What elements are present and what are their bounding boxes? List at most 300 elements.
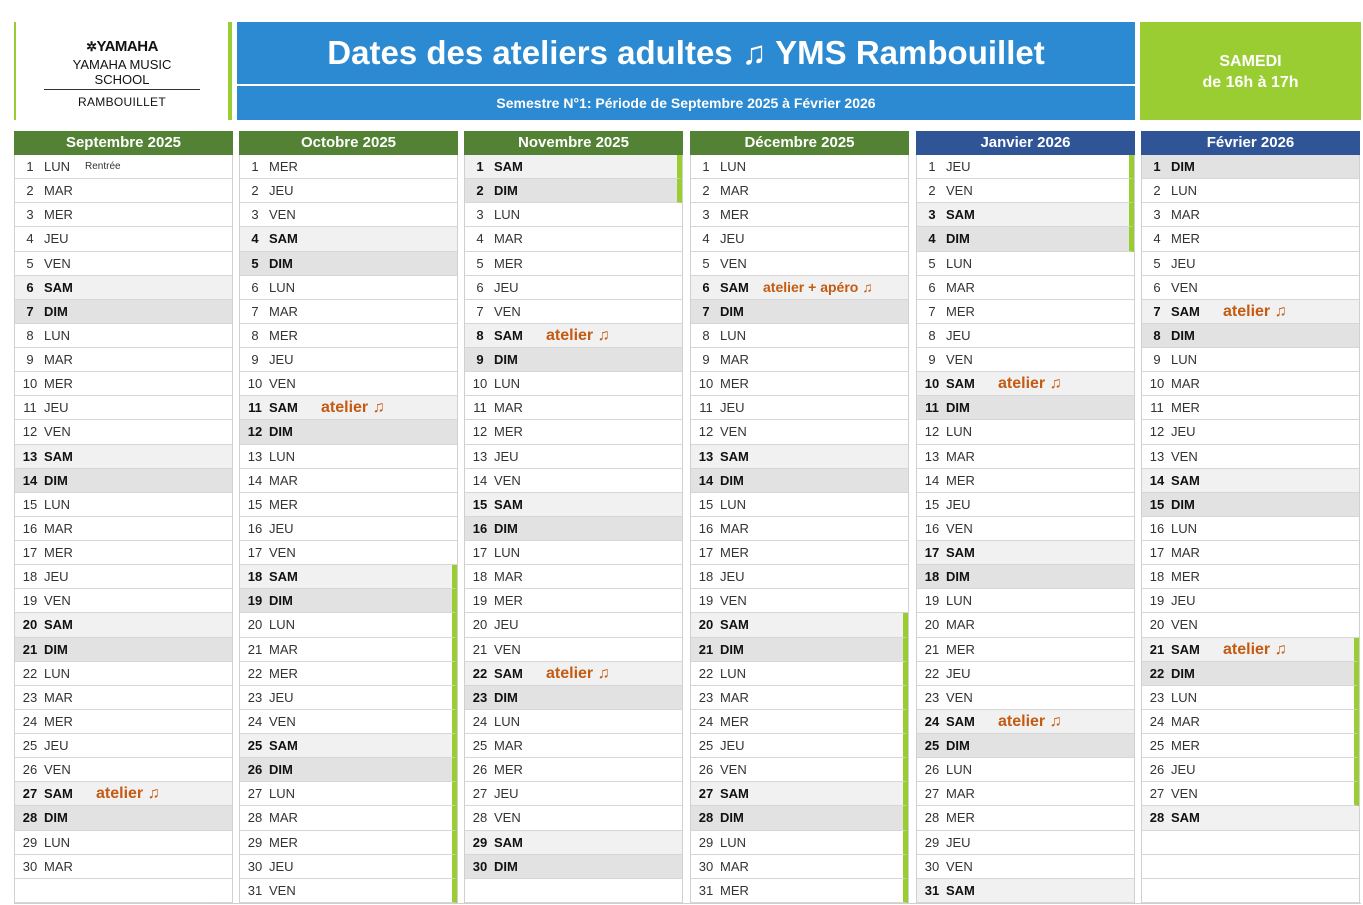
day-number: 19: [698, 593, 714, 609]
day-number: 16: [924, 520, 940, 536]
day-row: [917, 445, 1134, 469]
day-number: 13: [247, 448, 263, 464]
day-row: [15, 855, 232, 879]
weekday-name: VEN: [494, 303, 521, 319]
weekday-name: SAM: [720, 617, 749, 633]
day-number: 3: [928, 207, 936, 223]
day-number: 9: [702, 352, 710, 367]
day-row: [240, 758, 457, 782]
day-row: [465, 276, 682, 300]
weekday-name: MAR: [494, 400, 523, 416]
day-number: 16: [22, 520, 38, 536]
weekday-name: VEN: [44, 424, 71, 440]
schedule-box: [1140, 22, 1361, 120]
day-row: [465, 710, 682, 734]
day-number: 15: [924, 496, 940, 512]
day-number: 9: [251, 352, 259, 367]
month-column: [239, 131, 458, 904]
day-row: [1142, 420, 1359, 444]
day-list: [14, 155, 233, 904]
day-row: [917, 276, 1134, 300]
weekday-name: MER: [1171, 231, 1200, 247]
day-row: [691, 541, 908, 565]
weekday-name: DIM: [720, 810, 744, 826]
weekday-name: JEU: [44, 738, 69, 753]
weekday-name: MER: [269, 159, 298, 174]
day-row: [691, 469, 908, 493]
day-row: [15, 179, 232, 203]
weekday-name: LUN: [946, 593, 973, 609]
day-number: 19: [472, 593, 488, 609]
day-row: [691, 276, 908, 300]
day-number: 2: [702, 183, 710, 199]
day-number: 3: [702, 207, 710, 223]
empty-row: [1142, 855, 1359, 879]
weekday-name: MER: [946, 303, 975, 319]
day-number: 6: [928, 279, 936, 295]
day-row: [1142, 662, 1359, 686]
logo-city: RAMBOUILLET: [78, 95, 166, 109]
weekday-name: VEN: [269, 376, 296, 392]
day-number: 5: [702, 255, 710, 271]
weekday-name: JEU: [269, 352, 294, 367]
weekday-name: VEN: [494, 810, 521, 826]
weekday-name: JEU: [1171, 255, 1196, 271]
weekday-name: DIM: [494, 183, 518, 199]
day-number: 20: [472, 617, 488, 633]
day-list: [1141, 155, 1360, 904]
day-number: 22: [1149, 665, 1165, 681]
day-number: 2: [26, 183, 34, 199]
day-number: 23: [247, 689, 263, 705]
day-row: [917, 252, 1134, 276]
day-row: [15, 227, 232, 251]
day-number: 1: [702, 159, 710, 174]
day-number: 29: [22, 834, 38, 850]
weekday-name: MER: [44, 713, 73, 729]
day-row: [917, 541, 1134, 565]
title-right: YMS Rambouillet: [775, 34, 1045, 71]
day-row: [691, 252, 908, 276]
day-number: 18: [247, 569, 263, 585]
day-row: [15, 348, 232, 372]
day-row: [917, 782, 1134, 806]
day-row: [691, 710, 908, 734]
day-number: 6: [26, 279, 34, 295]
page-title: [237, 22, 1135, 84]
weekday-name: JEU: [44, 400, 69, 416]
rentree-label: Rentrée: [85, 161, 121, 172]
day-row: [15, 589, 232, 613]
weekday-name: DIM: [494, 520, 518, 536]
day-number: 2: [1153, 183, 1161, 199]
weekday-name: MAR: [44, 183, 73, 199]
day-row: [691, 445, 908, 469]
day-row: [691, 855, 908, 879]
weekday-name: DIM: [1171, 496, 1195, 512]
day-row: [917, 372, 1134, 396]
day-number: 7: [928, 303, 936, 319]
weekday-name: DIM: [269, 255, 293, 271]
day-row: [917, 155, 1134, 179]
day-row: [1142, 396, 1359, 420]
day-row: [15, 517, 232, 541]
day-row: [15, 638, 232, 662]
weekday-name: SAM: [1171, 810, 1200, 826]
day-list: [690, 155, 909, 904]
day-number: 15: [247, 496, 263, 512]
day-number: 26: [924, 762, 940, 778]
day-row: [15, 710, 232, 734]
day-row: [691, 806, 908, 830]
day-row: [240, 806, 457, 830]
weekday-name: DIM: [269, 593, 293, 609]
weekday-name: LUN: [269, 448, 296, 464]
weekday-name: VEN: [946, 183, 973, 199]
day-number: 10: [472, 376, 488, 392]
weekday-name: MAR: [494, 231, 523, 247]
weekday-name: MER: [720, 207, 749, 223]
day-row: [917, 179, 1134, 203]
day-row: [691, 324, 908, 348]
day-number: 14: [924, 472, 940, 488]
day-row: [240, 469, 457, 493]
weekday-name: JEU: [1171, 593, 1196, 609]
day-row: [691, 203, 908, 227]
weekday-name: VEN: [946, 352, 973, 367]
weekday-name: DIM: [720, 472, 744, 488]
weekday-name: SAM: [494, 159, 523, 174]
atelier-label: atelier ♫: [546, 326, 610, 344]
day-number: 15: [698, 496, 714, 512]
day-row: [15, 372, 232, 396]
day-number: 19: [247, 593, 263, 609]
day-number: 9: [26, 352, 34, 367]
day-row: [917, 348, 1134, 372]
weekday-name: LUN: [946, 255, 973, 271]
day-row: [15, 541, 232, 565]
weekday-name: MER: [269, 496, 298, 512]
day-row: [465, 155, 682, 179]
day-row: [15, 686, 232, 710]
empty-row: [15, 879, 232, 903]
day-number: 1: [26, 159, 34, 174]
day-row: [691, 638, 908, 662]
day-number: 27: [698, 786, 714, 802]
day-number: 11: [473, 400, 487, 416]
weekday-name: JEU: [720, 569, 745, 585]
weekday-name: JEU: [1171, 762, 1196, 778]
day-number: 31: [247, 882, 263, 898]
weekday-name: MAR: [44, 689, 73, 705]
atelier-label: atelier ♫: [96, 785, 160, 803]
day-number: 23: [22, 689, 38, 705]
day-row: [1142, 589, 1359, 613]
weekday-name: VEN: [269, 713, 296, 729]
day-number: 11: [699, 400, 713, 416]
day-number: 24: [472, 713, 488, 729]
page-subtitle: Semestre N°1: Période de Septembre 2025 à Février 2026: [237, 86, 1135, 120]
weekday-name: MER: [720, 545, 749, 560]
day-number: 14: [22, 472, 38, 488]
day-row: [240, 638, 457, 662]
day-number: 15: [22, 496, 38, 512]
day-row: [15, 276, 232, 300]
day-number: 15: [1149, 496, 1165, 512]
day-row: [240, 300, 457, 324]
weekday-name: JEU: [946, 159, 971, 174]
day-number: 4: [928, 231, 936, 247]
logo-box: [14, 22, 232, 120]
day-number: 7: [1153, 303, 1161, 319]
weekday-name: MAR: [44, 858, 73, 874]
title-left: Dates des ateliers adultes: [327, 34, 733, 71]
day-number: 10: [22, 376, 38, 392]
day-row: [240, 445, 457, 469]
day-row: [1142, 276, 1359, 300]
weekday-name: DIM: [1171, 159, 1195, 174]
day-row: [465, 445, 682, 469]
day-row: [465, 517, 682, 541]
weekday-name: LUN: [720, 665, 747, 681]
day-number: 30: [698, 858, 714, 874]
day-list: [239, 155, 458, 904]
day-row: [1142, 541, 1359, 565]
weekday-name: JEU: [720, 231, 745, 247]
day-number: 4: [702, 231, 710, 247]
day-number: 7: [476, 303, 484, 319]
day-list: [464, 155, 683, 904]
day-number: 27: [1149, 786, 1165, 802]
day-list: [916, 155, 1135, 904]
day-number: 6: [476, 279, 484, 295]
day-number: 10: [924, 376, 940, 392]
day-row: [917, 613, 1134, 637]
weekday-name: JEU: [269, 689, 294, 705]
weekday-name: DIM: [720, 641, 744, 657]
weekday-name: VEN: [946, 858, 973, 874]
day-number: 21: [1149, 641, 1165, 657]
day-number: 8: [702, 327, 710, 343]
weekday-name: SAM: [269, 231, 298, 247]
day-row: [15, 758, 232, 782]
day-row: [917, 565, 1134, 589]
day-number: 18: [472, 569, 488, 585]
weekday-name: SAM: [494, 665, 523, 681]
day-number: 26: [1149, 762, 1165, 778]
day-row: [465, 613, 682, 637]
day-row: [691, 613, 908, 637]
weekday-name: SAM: [946, 207, 975, 223]
day-row: [240, 517, 457, 541]
weekday-name: MER: [494, 255, 523, 271]
day-number: 20: [924, 617, 940, 633]
day-row: [15, 445, 232, 469]
day-row: [1142, 734, 1359, 758]
day-number: 12: [247, 424, 263, 440]
day-number: 25: [22, 738, 38, 753]
day-row: [691, 662, 908, 686]
weekday-name: MAR: [494, 738, 523, 753]
day-row: [465, 396, 682, 420]
day-row: [1142, 348, 1359, 372]
day-number: 3: [1153, 207, 1161, 223]
day-number: 26: [698, 762, 714, 778]
weekday-name: MER: [44, 207, 73, 223]
day-row: [691, 782, 908, 806]
day-row: [465, 469, 682, 493]
day-row: [465, 372, 682, 396]
day-number: 14: [472, 472, 488, 488]
day-row: [465, 252, 682, 276]
weekday-name: LUN: [269, 786, 296, 802]
day-row: [15, 662, 232, 686]
day-row: [465, 203, 682, 227]
weekday-name: VEN: [1171, 279, 1198, 295]
day-number: 31: [924, 882, 940, 898]
weekday-name: MAR: [720, 520, 749, 536]
weekday-name: DIM: [946, 400, 970, 416]
day-number: 24: [924, 713, 940, 729]
day-number: 1: [476, 159, 484, 174]
day-number: 28: [22, 810, 38, 826]
weekday-name: VEN: [1171, 617, 1198, 633]
day-row: [691, 348, 908, 372]
day-number: 14: [1149, 472, 1165, 488]
weekday-name: SAM: [946, 376, 975, 392]
day-number: 5: [476, 255, 484, 271]
month-column: [916, 131, 1135, 904]
day-number: 23: [472, 689, 488, 705]
weekday-name: LUN: [44, 834, 71, 850]
day-number: 5: [1153, 255, 1161, 271]
day-number: 22: [698, 665, 714, 681]
day-row: [240, 372, 457, 396]
weekday-name: MER: [946, 810, 975, 826]
day-row: [1142, 324, 1359, 348]
day-number: 12: [1149, 424, 1165, 440]
day-number: 13: [22, 448, 38, 464]
weekday-name: SAM: [720, 448, 749, 464]
day-row: [917, 420, 1134, 444]
day-number: 13: [698, 448, 714, 464]
day-number: 6: [251, 279, 259, 295]
day-number: 24: [22, 713, 38, 729]
weekday-name: MER: [269, 834, 298, 850]
weekday-name: LUN: [1171, 352, 1198, 367]
day-row: [465, 686, 682, 710]
weekday-name: SAM: [494, 327, 523, 343]
day-number: 19: [22, 593, 38, 609]
day-row: [1142, 782, 1359, 806]
day-row: [465, 324, 682, 348]
day-number: 20: [22, 617, 38, 633]
day-number: 23: [924, 689, 940, 705]
day-row: [15, 831, 232, 855]
weekday-name: MER: [269, 665, 298, 681]
day-number: 9: [1153, 352, 1161, 367]
day-number: 27: [472, 786, 488, 802]
atelier-label: atelier ♫: [998, 712, 1062, 730]
day-row: [1142, 227, 1359, 251]
weekday-name: JEU: [1171, 424, 1196, 440]
weekday-name: LUN: [1171, 520, 1198, 536]
day-row: [1142, 613, 1359, 637]
day-number: 16: [1149, 520, 1165, 536]
day-row: [240, 276, 457, 300]
month-header: Novembre 2025: [464, 131, 683, 155]
day-number: 17: [1149, 545, 1165, 560]
month-column: [14, 131, 233, 904]
day-number: 24: [698, 713, 714, 729]
day-row: [240, 155, 457, 179]
day-row: [1142, 300, 1359, 324]
day-row: [917, 517, 1134, 541]
weekday-name: MAR: [946, 279, 975, 295]
weekday-name: LUN: [1171, 689, 1198, 705]
day-number: 11: [925, 400, 939, 416]
weekday-name: JEU: [946, 665, 971, 681]
weekday-name: LUN: [720, 159, 747, 174]
weekday-name: LUN: [1171, 183, 1198, 199]
weekday-name: VEN: [720, 255, 747, 271]
weekday-name: MER: [720, 713, 749, 729]
weekday-name: LUN: [494, 545, 521, 560]
weekday-name: MER: [946, 472, 975, 488]
day-number: 13: [1149, 448, 1165, 464]
weekday-name: SAM: [44, 448, 73, 464]
day-row: [465, 179, 682, 203]
day-number: 14: [247, 472, 263, 488]
weekday-name: DIM: [494, 858, 518, 874]
weekday-name: JEU: [269, 183, 294, 199]
day-row: [15, 565, 232, 589]
day-row: [1142, 445, 1359, 469]
day-number: 4: [1153, 231, 1161, 247]
weekday-name: MAR: [1171, 376, 1200, 392]
day-number: 10: [1149, 376, 1165, 392]
weekday-name: VEN: [44, 593, 71, 609]
day-number: 16: [698, 520, 714, 536]
day-row: [240, 493, 457, 517]
schedule-time: de 16h à 17h: [1202, 74, 1299, 91]
weekday-name: SAM: [1171, 641, 1200, 657]
atelier-label: atelier + apéro ♫: [763, 278, 873, 295]
bottom-divider: [211, 903, 1361, 904]
weekday-name: DIM: [44, 472, 68, 488]
day-row: [465, 227, 682, 251]
day-row: [1142, 372, 1359, 396]
weekday-name: LUN: [946, 762, 973, 778]
day-row: [15, 469, 232, 493]
day-row: [15, 252, 232, 276]
weekday-name: SAM: [1171, 472, 1200, 488]
day-number: 21: [924, 641, 940, 657]
day-number: 11: [23, 400, 37, 416]
day-row: [691, 300, 908, 324]
day-row: [917, 203, 1134, 227]
weekday-name: SAM: [1171, 303, 1200, 319]
weekday-name: VEN: [44, 762, 71, 778]
day-number: 12: [698, 424, 714, 440]
day-row: [917, 469, 1134, 493]
weekday-name: MAR: [1171, 207, 1200, 223]
day-row: [240, 662, 457, 686]
weekday-name: SAM: [946, 882, 975, 898]
weekday-name: JEU: [269, 858, 294, 874]
day-number: 20: [247, 617, 263, 633]
day-number: 7: [26, 303, 34, 319]
